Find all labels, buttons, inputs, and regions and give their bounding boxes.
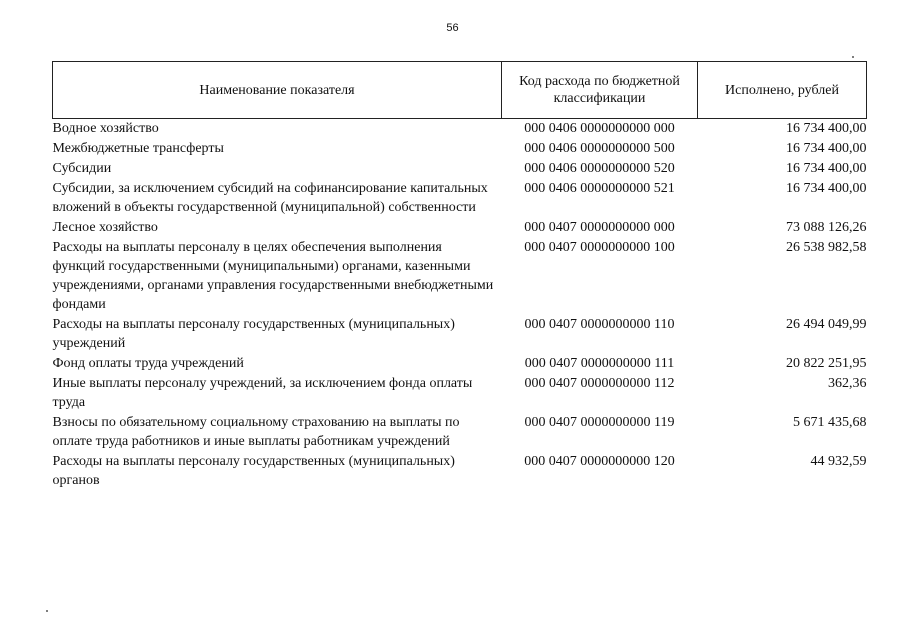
row-amount: 26 538 982,58 (786, 240, 867, 255)
table-header (53, 62, 867, 119)
row-code: 000 0407 0000000000 110 (524, 317, 675, 332)
row-code: 000 0406 0000000000 500 (524, 141, 675, 156)
row-amount: 362,36 (828, 376, 867, 391)
table-row (53, 218, 867, 238)
row-name: Взносы по обязательному социальному страхованию на выплаты по оплате труда работников и иные выплаты работникам учреждений (52, 415, 460, 449)
row-amount: 73 088 126,26 (786, 220, 867, 235)
table-row (53, 354, 867, 374)
scan-speck (46, 610, 48, 612)
row-amount: 16 734 400,00 (786, 181, 867, 196)
row-code: 000 0406 0000000000 521 (524, 181, 675, 196)
header-amount: Исполнено, рублей (698, 62, 867, 119)
page-number: 56 (446, 22, 459, 34)
table-row (53, 413, 867, 452)
row-amount: 5 671 435,68 (793, 415, 867, 430)
scan-speck (852, 56, 854, 58)
row-name: Лесное хозяйство (52, 220, 158, 235)
row-code: 000 0407 0000000000 112 (524, 376, 675, 391)
header-code: Код расхода по бюджетной классификации (502, 62, 698, 119)
table-body (53, 119, 867, 492)
row-name: Межбюджетные трансферты (52, 141, 224, 156)
row-name: Расходы на выплаты персоналу государственных (муниципальных) органов (52, 454, 455, 488)
table-row (53, 139, 867, 159)
row-name: Фонд оплаты труда учреждений (52, 356, 244, 371)
table-row (53, 119, 867, 140)
row-code: 000 0407 0000000000 120 (524, 454, 675, 469)
table-row (53, 452, 867, 491)
row-code: 000 0406 0000000000 000 (524, 121, 675, 136)
row-amount: 16 734 400,00 (786, 121, 867, 136)
row-code: 000 0407 0000000000 100 (524, 240, 675, 255)
row-name: Субсидии, за исключением субсидий на софинансирование капитальных вложений в объекты государственной (муниципальной) собственности (52, 181, 488, 215)
header-name: Наименование показателя (53, 62, 502, 119)
row-amount: 16 734 400,00 (786, 141, 867, 156)
row-name: Расходы на выплаты персоналу в целях обеспечения выполнения функций государственными (муниципальными) органами, казенными учреждениями, органами управления государственными внебюджетными фондами (52, 240, 494, 312)
table-row (53, 374, 867, 413)
row-amount: 26 494 049,99 (786, 317, 867, 332)
table-row (53, 238, 867, 315)
row-amount: 16 734 400,00 (786, 161, 867, 176)
row-name: Расходы на выплаты персоналу государственных (муниципальных) учреждений (52, 317, 455, 351)
row-code: 000 0407 0000000000 119 (524, 415, 675, 430)
row-code: 000 0406 0000000000 520 (524, 161, 675, 176)
table-row (53, 159, 867, 179)
table-row (53, 315, 867, 354)
row-name: Водное хозяйство (52, 121, 159, 136)
row-code: 000 0407 0000000000 111 (524, 356, 675, 371)
budget-table (52, 61, 867, 491)
row-name: Субсидии (52, 161, 112, 176)
row-code: 000 0407 0000000000 000 (524, 220, 675, 235)
row-amount: 20 822 251,95 (786, 356, 867, 371)
row-name: Иные выплаты персоналу учреждений, за исключением фонда оплаты труда (52, 376, 473, 410)
table-row (53, 179, 867, 218)
row-amount: 44 932,59 (810, 454, 867, 469)
